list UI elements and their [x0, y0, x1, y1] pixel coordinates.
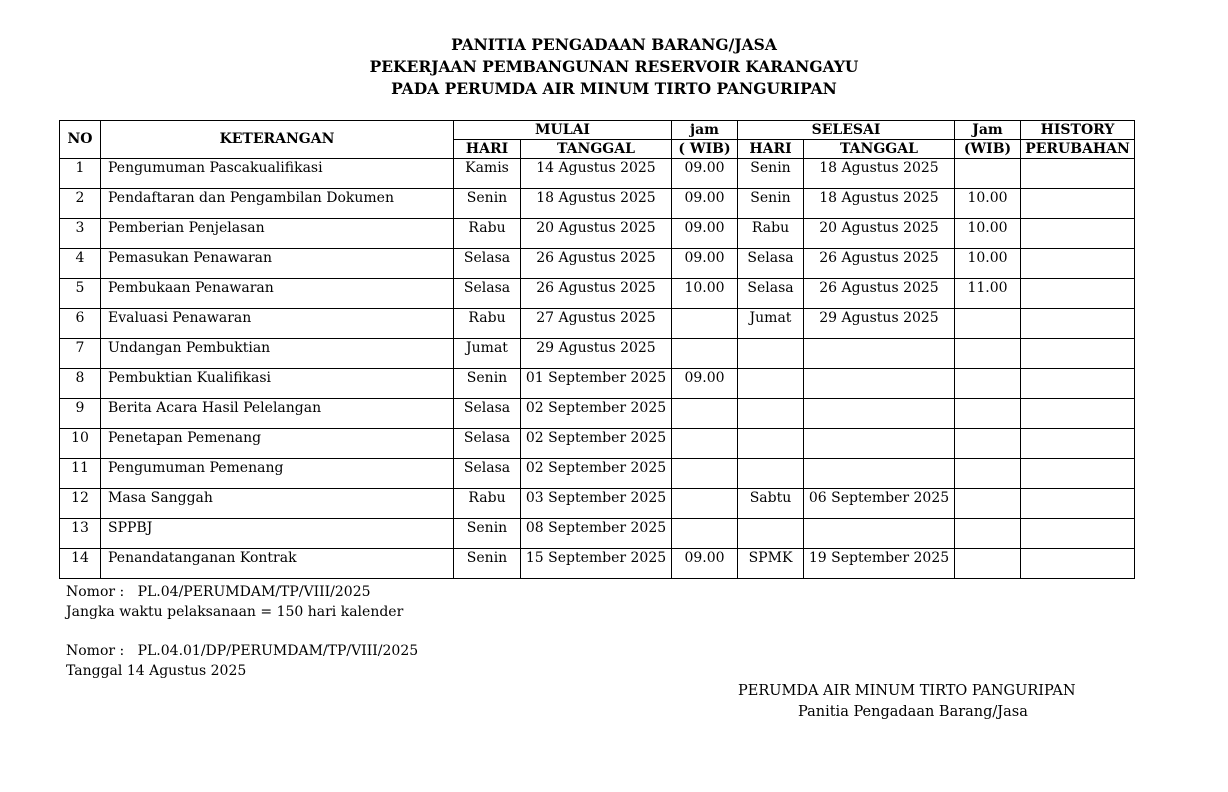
- header-tanggal-mulai: TANGGAL: [521, 140, 672, 159]
- cell-tanggal-selesai: [804, 429, 955, 459]
- cell-jam-mulai: 09.00: [672, 219, 738, 249]
- cell-jam-mulai: 10.00: [672, 279, 738, 309]
- cell-history: [1021, 219, 1135, 249]
- cell-hari-mulai: Rabu: [454, 489, 521, 519]
- cell-tanggal-mulai: 27 Agustus 2025: [521, 309, 672, 339]
- cell-tanggal-mulai: 03 September 2025: [521, 489, 672, 519]
- cell-hari-mulai: Senin: [454, 189, 521, 219]
- table-row: [60, 429, 1135, 459]
- cell-no: 4: [60, 249, 101, 279]
- table-row: [60, 189, 1135, 219]
- cell-jam-selesai: [955, 309, 1021, 339]
- cell-hari-mulai: Jumat: [454, 339, 521, 369]
- cell-jam-mulai: 09.00: [672, 369, 738, 399]
- cell-hari-selesai: [738, 519, 804, 549]
- cell-tanggal-selesai: [804, 339, 955, 369]
- table-row: [60, 549, 1135, 579]
- cell-history: [1021, 309, 1135, 339]
- cell-history: [1021, 429, 1135, 459]
- cell-keterangan: Penetapan Pemenang: [101, 429, 454, 459]
- signature-org: PERUMDA AIR MINUM TIRTO PANGURIPAN: [738, 683, 1076, 699]
- table-row: [60, 219, 1135, 249]
- cell-history: [1021, 279, 1135, 309]
- header-history-top: HISTORY: [1021, 121, 1135, 140]
- cell-tanggal-mulai: 02 September 2025: [521, 459, 672, 489]
- cell-hari-mulai: Rabu: [454, 219, 521, 249]
- header-jam-selesai-top: Jam: [955, 121, 1021, 140]
- cell-jam-mulai: 09.00: [672, 549, 738, 579]
- cell-jam-selesai: [955, 549, 1021, 579]
- cell-keterangan: Berita Acara Hasil Pelelangan: [101, 399, 454, 429]
- table-row: [60, 399, 1135, 429]
- cell-jam-selesai: [955, 399, 1021, 429]
- cell-history: [1021, 189, 1135, 219]
- title-line-1: PANITIA PENGADAAN BARANG/JASA: [451, 35, 777, 54]
- cell-tanggal-selesai: 18 Agustus 2025: [804, 189, 955, 219]
- cell-tanggal-selesai: [804, 369, 955, 399]
- cell-history: [1021, 459, 1135, 489]
- cell-jam-mulai: [672, 429, 738, 459]
- notes-block-2: [66, 641, 418, 681]
- cell-jam-mulai: 09.00: [672, 189, 738, 219]
- header-keterangan: KETERANGAN: [101, 121, 454, 159]
- cell-jam-selesai: [955, 159, 1021, 189]
- cell-keterangan: Pendaftaran dan Pengambilan Dokumen: [101, 189, 454, 219]
- cell-jam-mulai: [672, 519, 738, 549]
- cell-jam-selesai: [955, 369, 1021, 399]
- cell-tanggal-mulai: 01 September 2025: [521, 369, 672, 399]
- cell-no: 1: [60, 159, 101, 189]
- table-row: [60, 249, 1135, 279]
- cell-hari-selesai: Selasa: [738, 279, 804, 309]
- cell-tanggal-mulai: 29 Agustus 2025: [521, 339, 672, 369]
- cell-no: 6: [60, 309, 101, 339]
- cell-keterangan: Pengumuman Pemenang: [101, 459, 454, 489]
- header-selesai: SELESAI: [738, 121, 955, 140]
- cell-jam-selesai: 10.00: [955, 189, 1021, 219]
- cell-no: 5: [60, 279, 101, 309]
- header-hari-selesai: HARI: [738, 140, 804, 159]
- table-row: [60, 309, 1135, 339]
- header-history-bottom: PERUBAHAN: [1021, 140, 1135, 159]
- cell-jam-selesai: [955, 459, 1021, 489]
- cell-jam-selesai: [955, 489, 1021, 519]
- header-hari-mulai: HARI: [454, 140, 521, 159]
- cell-hari-selesai: [738, 369, 804, 399]
- cell-history: [1021, 369, 1135, 399]
- cell-tanggal-selesai: [804, 519, 955, 549]
- cell-hari-selesai: SPMK: [738, 549, 804, 579]
- cell-tanggal-selesai: 20 Agustus 2025: [804, 219, 955, 249]
- cell-history: [1021, 159, 1135, 189]
- cell-tanggal-selesai: [804, 459, 955, 489]
- cell-hari-selesai: Sabtu: [738, 489, 804, 519]
- table-row: [60, 519, 1135, 549]
- cell-hari-selesai: Senin: [738, 189, 804, 219]
- schedule-table: [59, 120, 1135, 579]
- cell-tanggal-mulai: 26 Agustus 2025: [521, 249, 672, 279]
- document-title: [0, 34, 1228, 100]
- cell-hari-selesai: Rabu: [738, 219, 804, 249]
- cell-hari-mulai: Selasa: [454, 399, 521, 429]
- cell-hari-mulai: Selasa: [454, 429, 521, 459]
- nomor-line-1: Nomor : PL.04/PERUMDAM/TP/VIII/2025: [66, 584, 371, 600]
- cell-hari-selesai: [738, 429, 804, 459]
- cell-tanggal-mulai: 08 September 2025: [521, 519, 672, 549]
- cell-jam-selesai: [955, 339, 1021, 369]
- cell-jam-mulai: [672, 459, 738, 489]
- cell-jam-mulai: [672, 309, 738, 339]
- cell-tanggal-mulai: 02 September 2025: [521, 429, 672, 459]
- cell-no: 7: [60, 339, 101, 369]
- cell-hari-mulai: Rabu: [454, 309, 521, 339]
- cell-history: [1021, 249, 1135, 279]
- cell-keterangan: Pengumuman Pascakualifikasi: [101, 159, 454, 189]
- cell-hari-mulai: Senin: [454, 549, 521, 579]
- cell-tanggal-mulai: 20 Agustus 2025: [521, 219, 672, 249]
- tanggal-line: Tanggal 14 Agustus 2025: [66, 663, 247, 679]
- cell-no: 8: [60, 369, 101, 399]
- cell-tanggal-mulai: 18 Agustus 2025: [521, 189, 672, 219]
- cell-no: 14: [60, 549, 101, 579]
- cell-history: [1021, 549, 1135, 579]
- cell-history: [1021, 519, 1135, 549]
- cell-keterangan: Penandatanganan Kontrak: [101, 549, 454, 579]
- cell-tanggal-selesai: 26 Agustus 2025: [804, 249, 955, 279]
- cell-hari-mulai: Senin: [454, 519, 521, 549]
- cell-history: [1021, 339, 1135, 369]
- header-jam-mulai-bottom: ( WIB): [672, 140, 738, 159]
- table-row: [60, 369, 1135, 399]
- cell-keterangan: Pembuktian Kualifikasi: [101, 369, 454, 399]
- cell-hari-mulai: Selasa: [454, 249, 521, 279]
- jangka-waktu-line: Jangka waktu pelaksanaan = 150 hari kalender: [66, 604, 404, 620]
- cell-jam-mulai: 09.00: [672, 159, 738, 189]
- cell-jam-selesai: 10.00: [955, 219, 1021, 249]
- cell-keterangan: Undangan Pembuktian: [101, 339, 454, 369]
- cell-keterangan: Evaluasi Penawaran: [101, 309, 454, 339]
- cell-history: [1021, 489, 1135, 519]
- cell-hari-mulai: Selasa: [454, 279, 521, 309]
- cell-jam-mulai: [672, 339, 738, 369]
- cell-keterangan: SPPBJ: [101, 519, 454, 549]
- table-row: [60, 339, 1135, 369]
- header-jam-selesai-bottom: (WIB): [955, 140, 1021, 159]
- cell-jam-selesai: [955, 519, 1021, 549]
- cell-hari-selesai: [738, 399, 804, 429]
- cell-no: 9: [60, 399, 101, 429]
- notes-block-1: [66, 582, 403, 622]
- table-row: [60, 489, 1135, 519]
- cell-no: 10: [60, 429, 101, 459]
- cell-jam-selesai: [955, 429, 1021, 459]
- cell-tanggal-mulai: 02 September 2025: [521, 399, 672, 429]
- cell-jam-mulai: 09.00: [672, 249, 738, 279]
- cell-keterangan: Pemasukan Penawaran: [101, 249, 454, 279]
- cell-tanggal-mulai: 14 Agustus 2025: [521, 159, 672, 189]
- cell-tanggal-selesai: 19 September 2025: [804, 549, 955, 579]
- cell-tanggal-selesai: 29 Agustus 2025: [804, 309, 955, 339]
- cell-history: [1021, 399, 1135, 429]
- cell-keterangan: Pemberian Penjelasan: [101, 219, 454, 249]
- cell-keterangan: Masa Sanggah: [101, 489, 454, 519]
- header-jam-mulai-top: jam: [672, 121, 738, 140]
- signature-committee: Panitia Pengadaan Barang/Jasa: [798, 704, 1028, 720]
- cell-tanggal-mulai: 15 September 2025: [521, 549, 672, 579]
- nomor-line-2: Nomor : PL.04.01/DP/PERUMDAM/TP/VIII/2025: [66, 643, 419, 659]
- table-row: [60, 279, 1135, 309]
- cell-hari-selesai: Selasa: [738, 249, 804, 279]
- cell-hari-selesai: Jumat: [738, 309, 804, 339]
- cell-hari-selesai: Senin: [738, 159, 804, 189]
- cell-tanggal-selesai: 26 Agustus 2025: [804, 279, 955, 309]
- cell-no: 11: [60, 459, 101, 489]
- cell-hari-selesai: [738, 459, 804, 489]
- cell-jam-mulai: [672, 489, 738, 519]
- cell-keterangan: Pembukaan Penawaran: [101, 279, 454, 309]
- cell-tanggal-mulai: 26 Agustus 2025: [521, 279, 672, 309]
- title-line-3: PADA PERUMDA AIR MINUM TIRTO PANGURIPAN: [391, 79, 837, 98]
- header-tanggal-selesai: TANGGAL: [804, 140, 955, 159]
- cell-hari-mulai: Selasa: [454, 459, 521, 489]
- cell-no: 12: [60, 489, 101, 519]
- cell-no: 2: [60, 189, 101, 219]
- title-line-2: PEKERJAAN PEMBANGUNAN RESERVOIR KARANGAYU: [369, 57, 859, 76]
- cell-no: 3: [60, 219, 101, 249]
- cell-tanggal-selesai: [804, 399, 955, 429]
- cell-jam-selesai: 10.00: [955, 249, 1021, 279]
- header-no: NO: [60, 121, 101, 159]
- cell-hari-selesai: [738, 339, 804, 369]
- cell-jam-selesai: 11.00: [955, 279, 1021, 309]
- cell-tanggal-selesai: 18 Agustus 2025: [804, 159, 955, 189]
- cell-jam-mulai: [672, 399, 738, 429]
- cell-no: 13: [60, 519, 101, 549]
- table-row: [60, 459, 1135, 489]
- cell-hari-mulai: Senin: [454, 369, 521, 399]
- table-row: [60, 159, 1135, 189]
- cell-tanggal-selesai: 06 September 2025: [804, 489, 955, 519]
- cell-hari-mulai: Kamis: [454, 159, 521, 189]
- header-mulai: MULAI: [454, 121, 672, 140]
